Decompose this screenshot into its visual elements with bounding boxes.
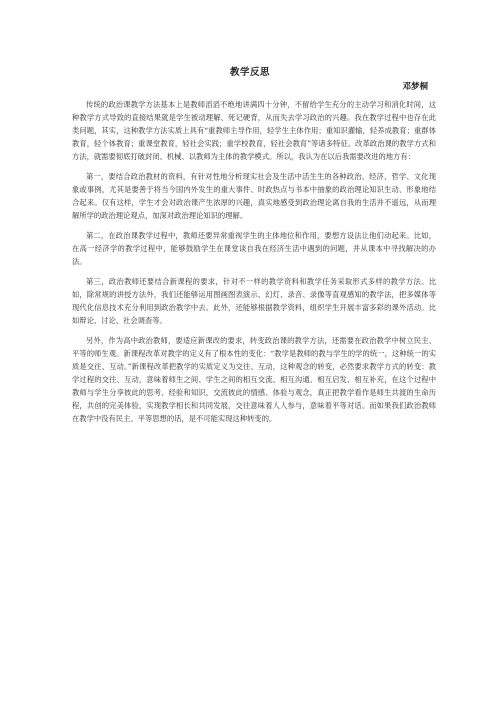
document-author: 邓梦桐	[402, 82, 428, 92]
paragraph-intro: 传统的政治课教学方法基本上是教师滔滔不绝地讲满四十分钟，不留给学生充分的主动学习和消化时间，这种教学方式导致的直接结果就是学生被动理解、死记硬背，从而失去学习政治的兴趣。我在教学过程中也存在此类问题，其实，这种教学方法实质上具有“重教师主导作用，轻学生主体作用；重知识灌输，轻养成教育；重群体教育，轻个体教育；重课堂教育，轻社会实践；重学校教育，轻社会教育”等诸多特征。改革政治课的教学方式和方法，就需要彻底打破封闭、机械、以教师为主体的教学模式。所以，我认为在以后我需要改进的地方有：	[72, 100, 436, 161]
paragraph-third-point: 第三，政治教师还要结合新课程的要求，针对不一样的教学资料和教学任务采取形式多样的教学方法。比如，除常规的讲授方法外，我们还能够运用图画图表演示、幻灯、录音、录像等直观感知的教学法，把多媒体等现代化信息技术充分利用到政治教学中去。此外，还能够根据教学资料，组织学生开展丰富多彩的课外活动。比如辩论、讨论、社会调查等。	[72, 277, 436, 325]
document-body	[72, 98, 436, 432]
document-title: 教学反思	[229, 67, 270, 78]
paragraph-second-point: 第二，在政治课教学过程中，教师还要异常重视学生的主体地位和作用，要想方设法让他们动起来。比如，在高一经济学的教学过程中，能够鼓励学生在课堂谈自我在经济生活中遇到的问题，并从课本中寻找解决的办法。	[72, 231, 436, 266]
paragraph-first-point: 第一，要结合政治教材的资料，有针对性地分析现实社会及生活中活生生的各种政治、经济、哲学、文化现象或事例，尤其是要善于将当今国内外发生的重大事件、时政热点与书本中抽象的政治理论知识生动、形象地结合起来。仅有这样，学生才会对政治课产生浓厚的兴趣，真实地感受到政治理论离自我的生活并不遥远，从而理解所学的政治理论观点，加深对政治理论知识的理解。	[72, 172, 436, 220]
paragraph-conclusion: 另外，作为高中政治教师，要适应新课改的要求，转变政治课的教学方法，还需要在政治教学中树立民主、平等的师生观。新课程改革对教学的定义有了根本性的变化：“教学是教师的教与学生的学的统一，这种统一的实质是交往、互动。”新课程改革把教学的实质定义为交往、互动，这种观念的转变，必然要求教学方式的转变：教学过程的交往、互动，意味着师生之间、学生之间的相互交流、相互沟通、相互启发、相互补充，在这个过程中教师与学生分享彼此的思考、经验和知识，交流彼此的情感、体验与观念，真正把教学看作是师生共渡的生命历程，共创的完美体验，实现教学相长和共同发展，交往意味着人人参与，意味着平等对话。而如果我们政治教师在教学中没有民主、平等思想的话，是不可能实现这种转变的。	[72, 336, 436, 423]
